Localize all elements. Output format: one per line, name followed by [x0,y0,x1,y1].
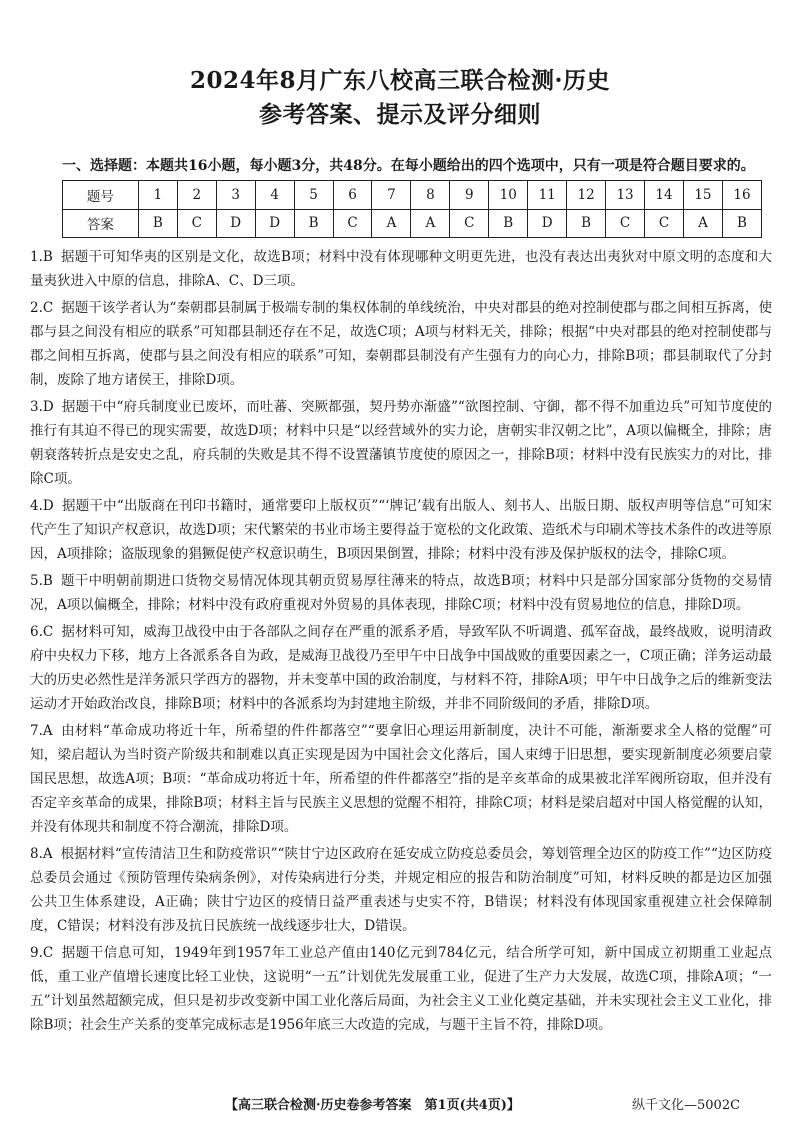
explanation-item [30,620,772,716]
item-text: 据题干信息可知，1949年到1957年工业总产值由140亿元到784亿元，结合所学可知，新中国成立初期重工业起点低，重工业产值增长速度比轻工业快，这说明“一五”计划优先发展重工业，促进了生产力大发展，故选C项，排除A项；“一五”计划虽然超额完成，但只是初步改变新中国工业化落后局面，为社会主义工业化奠定基础，并未实现社会主义工业化，排除B项；社会生产关系的变革完成标志是1956年底三大改造的完成，与题干主旨不符，排除D项。 [30,945,772,1033]
item-number: 1. [30,249,43,265]
item-number: 5. [30,573,43,589]
question-number: 3 [216,181,255,210]
item-text: 由材料“革命成功将近十年，所希望的件件都落空”“要拿旧心理运用新制度，决计不可能，渐渐要求全人格的觉醒”可知，梁启超认为当时资产阶级共和制难以真正实现是因为中国社会文化落后，国人束缚于旧思想，要实现新制度必须要启蒙国民思想，故选A项；B项：“革命成功将近十年，所希望的件件都落空”指的是辛亥革命的成果被北洋军阀所窃取，但并没有否定辛亥革命的成果，排除B项；材料主旨与民族主义思想的觉醒不相符，排除C项；材料是梁启超对中国人格觉醒的认知，并没有体现共和制度不符合潮流，排除D项。 [30,723,772,835]
item-number: 2. [30,300,43,316]
answer-cell: B [567,209,606,238]
question-number: 6 [333,181,372,210]
item-answer: B [42,573,53,589]
number-row-label: 题号 [63,181,139,210]
question-number: 5 [294,181,333,210]
page-subtitle: 参考答案、提示及评分细则 [259,101,541,128]
question-number: 13 [606,181,645,210]
explanation-item [30,569,772,617]
answer-cell: B [722,209,761,238]
footer-publisher-code: 纵千文化—5002C [632,1098,741,1113]
item-answer: B [42,249,53,265]
item-number: 8. [30,846,43,862]
explanation-item [30,842,772,938]
question-number: 9 [450,181,489,210]
answer-table-number-row [63,181,762,210]
question-number: 2 [177,181,216,210]
section-instructions: 一、选择题：本题共16小题，每小题3分，共48分。在每小题给出的四个选项中，只有一项是符合题目要求的。 [62,158,755,174]
answer-cell: A [411,209,450,238]
explanation-item [30,494,772,566]
item-number: 4. [30,498,43,514]
answer-table-answer-row [63,209,762,238]
explanation-item [30,719,772,839]
question-number: 15 [683,181,722,210]
explanation-list [30,245,772,1040]
explanation-item [30,395,772,491]
item-number: 9. [30,945,43,961]
answer-table [62,180,762,238]
item-answer: C [42,624,54,640]
item-answer: A [42,723,53,739]
question-number: 7 [372,181,411,210]
item-text: 根据材料“宣传清洁卫生和防疫常识”“陕甘宁边区政府在延安成立防疫总委员会，筹划管理全边区的防疫工作”“边区防疫总委员会通过《预防管理传染病条例》，对传染病进行分类，并规定相应的报告和防治制度”可知，材料反映的都是边区加强公共卫生体系建设，A正确；陕甘宁边区的疫情日益严重表述与史实不符，B错误；材料没有体现国家重视建立社会保障制度，C错误；材料没有涉及抗日民族统一战线逐步壮大，D错误。 [30,846,772,934]
question-number: 14 [645,181,684,210]
answer-cell: A [683,209,722,238]
item-text: 题干中明朝前期进口货物交易情况体现其朝贡贸易厚往薄来的特点，故选B项；材料中只是部分国家部分货物的交易情况，A项以偏概全，排除；材料中没有政府重视对外贸易的具体表现，排除C项；材料中没有贸易地位的信息，排除D项。 [30,573,772,613]
answer-cell: B [138,209,177,238]
item-answer: C [42,945,54,961]
question-number: 4 [255,181,294,210]
item-answer: C [42,300,54,316]
answer-row-label: 答案 [63,209,139,238]
explanation-item [30,245,772,293]
item-answer: D [42,498,54,514]
answer-cell: D [216,209,255,238]
answer-cell: C [177,209,216,238]
page-footer [0,1094,800,1118]
explanation-item [30,941,772,1037]
item-number: 6. [30,624,43,640]
question-number: 16 [722,181,761,210]
question-number: 10 [489,181,528,210]
question-number: 12 [567,181,606,210]
item-text: 据材料可知，威海卫战役中由于各部队之间存在严重的派系矛盾，导致军队不听调遣、孤军奋战，最终战败，说明清政府中央权力下移，地方上各派系各自为政，是威海卫战役乃至甲午中日战争中国战败的重要因素之一，C项正确；洋务运动最大的历史必然性是洋务派只学西方的器物，并未变革中国的政治制度，与材料不符，排除A项；甲午中日战争之后的维新变法运动才开始政治改良，排除B项；材料中的各派系均为封建地主阶级，并非不同阶级间的矛盾，排除D项。 [30,624,772,712]
answer-cell: C [333,209,372,238]
item-number: 7. [30,723,43,739]
item-answer: D [42,399,54,415]
answer-cell: C [645,209,684,238]
footer-page-info: 【高三联合检测·历史卷参考答案 第1页(共4页)】 [225,1098,520,1113]
answer-cell: C [606,209,645,238]
answer-cell: B [294,209,333,238]
answer-cell: D [528,209,567,238]
question-number: 11 [528,181,567,210]
question-number: 8 [411,181,450,210]
answer-cell: A [372,209,411,238]
explanation-item [30,296,772,392]
answer-cell: C [450,209,489,238]
answer-cell: D [255,209,294,238]
item-number: 3. [30,399,43,415]
item-text: 据题干可知华夷的区别是文化，故选B项；材料中没有体现哪种文明更先进，也没有表达出夷狄对中原文明的态度和大量夷狄进入中原的信息，排除A、C、D三项。 [30,249,772,289]
question-number: 1 [138,181,177,210]
item-answer: A [42,846,53,862]
answer-cell: B [489,209,528,238]
item-text: 据题干中“府兵制度业已废坏，而吐蕃、突厥都强，契丹势亦渐盛”“欲图控制、守御，都不得不加重边兵”可知节度使的推行有其迫不得已的现实需要，故选D项；材料中只是“以经营域外的实力论，唐朝实非汉朝之比”，A项以偏概全，排除；唐朝衰落转折点是安史之乱，府兵制的失败是其不得不设置藩镇节度使的原因之一，排除B项；材料中没有民族实力的对比，排除C项。 [30,399,772,487]
item-text: 据题干中“出版商在刊印书籍时，通常要印上版权页”“‘牌记’载有出版人、刻书人、出版日期、版权声明等信息”可知宋代产生了知识产权意识，故选D项；宋代繁荣的书业市场主要得益于宽松的文化政策、造纸术与印刷术等技术条件的改进等原因，A项排除；盗版现象的猖獗促使产权意识萌生，B项因果倒置，排除；材料中没有涉及保护版权的法令，排除C项。 [30,498,772,562]
item-text: 据题干该学者认为“秦朝郡县制属于极端专制的集权体制的单线统治，中央对郡县的绝对控制使郡与郡之间相互拆离，使郡与县之间没有相应的联系”可知郡县制还存在不足，故选C项；A项与材料无关，排除；根据“中央对郡县的绝对控制使郡与郡之间相互拆离，使郡与县之间没有相应的联系”可知，秦朝郡县制没有产生强有力的向心力，排除B项；郡县制取代了分封制，废除了地方诸侯王，排除D项。 [30,300,772,388]
page-title: 2024年8月广东八校高三联合检测·历史 [189,67,611,94]
